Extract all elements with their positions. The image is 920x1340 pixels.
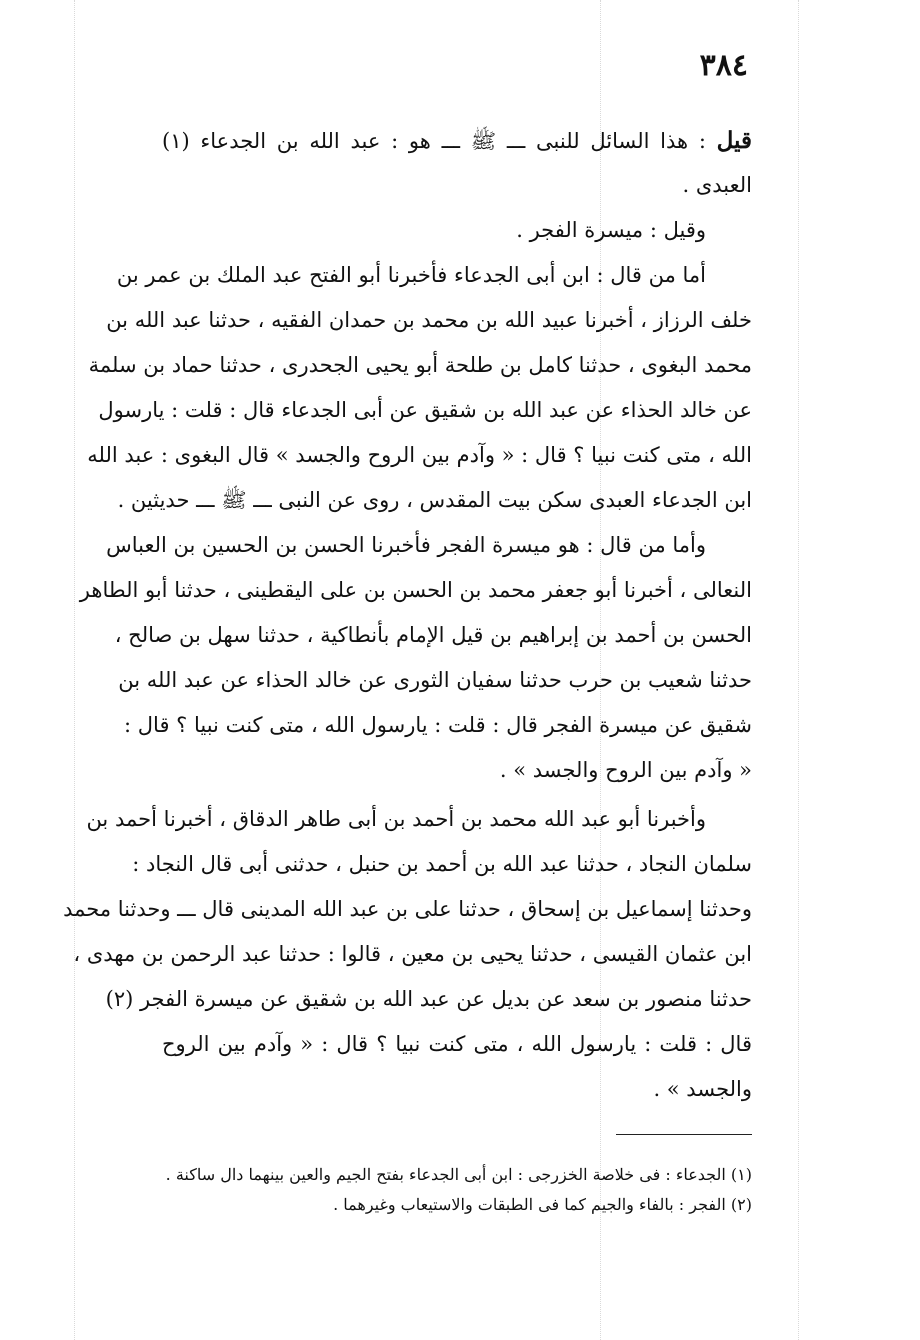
page-number: ٣٨٤ [699,48,748,83]
text-line: سلمان النجاد ، حدثنا عبد الله بن أحمد بن حنبل ، حدثنى أبى قال النجاد : [132,852,752,876]
footnote: (١) الجدعاء : فى خلاصة الخزرجى : ابن أبى الجدعاء بفتح الجيم والعين بينهما دال ساكنة . [165,1165,752,1184]
footnote-divider [616,1134,752,1135]
text-line: وأخبرنا أبو عبد الله محمد بن أحمد بن أبى طاهر الدقاق ، أخبرنا أحمد بن [86,807,706,831]
line-text: العبدى . [682,173,752,197]
paragraph [162,208,752,253]
text-line: محمد البغوى ، حدثنا كامل بن طلحة أبو يحيى الجحدرى ، حدثنا حماد بن سلمة [88,353,752,377]
text-line: ابن الجدعاء العبدى سكن بيت المقدس ، روى عن النبى ـــ ﷺ ـــ حديثين . [117,488,752,512]
text-line: النعالى ، أخبرنا أبو جعفر محمد بن الحسن بن على اليقطينى ، حدثنا أبو الطاهر [79,578,752,602]
text-line: الله ، متى كنت نبيا ؟ قال : « وآدم بين الروح والجسد » قال البغوى : عبد الله [87,443,752,467]
text-line: ابن عثمان القيسى ، حدثنا يحيى بن معين ، قالوا : حدثنا عبد الرحمن بن مهدى ، [73,942,752,966]
text-line: قال : قلت : يارسول الله ، متى كنت نبيا ؟ قال : « وآدم بين الروح [162,1032,752,1056]
text-line: أما من قال : ابن أبى الجدعاء فأخبرنا أبو الفتح عبد الملك بن عمر بن [116,263,706,287]
scan-guide-line [798,0,799,1340]
scan-guide-line [74,0,75,1340]
text-line [162,118,752,163]
main-text [63,118,752,1112]
text-line [162,208,752,253]
paragraph [63,797,752,1112]
text-line: الحسن بن أحمد بن إبراهيم بن قيل الإمام بأنطاكية ، حدثنا سهل بن صالح ، [114,623,752,647]
text-line: حدثنا منصور بن سعد عن بديل عن عبد الله بن شقيق عن ميسرة الفجر (٢) [105,987,752,1011]
footnote: (٢) الفجر : بالفاء والجيم كما فى الطبقات والاستيعاب وغيرهما . [333,1195,752,1214]
text-line: وأما من قال : هو ميسرة الفجر فأخبرنا الحسن بن الحسين بن العباس [106,533,706,557]
text-line: عن خالد الحذاء عن عبد الله بن شقيق عن أبى الجدعاء قال : قلت : يارسول [98,398,752,422]
text-line: وحدثنا إسماعيل بن إسحاق ، حدثنا على بن عبد الله المدينى قال ـــ وحدثنا محمد [63,897,752,921]
paragraph [162,118,752,208]
paragraph [87,253,752,523]
line-text: : هذا السائل للنبى ـــ ﷺ ـــ هو : عبد الله بن الجدعاء (١) [162,129,717,153]
text-line: خلف الرزاز ، أخبرنا عبيد الله بن محمد بن حمدان الفقيه ، حدثنا عبد الله بن [106,308,752,332]
footnotes [152,1160,752,1220]
paragraph [79,523,752,793]
lead-word: وقيل [663,218,706,242]
lead-word: قيل [716,127,752,154]
text-line: والجسد » . [653,1077,752,1101]
text-line [162,163,752,208]
text-line: شقيق عن ميسرة الفجر قال : قلت : يارسول الله ، متى كنت نبيا ؟ قال : [124,713,752,737]
line-text: : ميسرة الفجر . [516,218,664,242]
text-line: حدثنا شعيب بن حرب حدثنا سفيان الثورى عن خالد الحذاء عن عبد الله بن [118,668,752,692]
text-line: « وآدم بين الروح والجسد » . [499,758,752,782]
